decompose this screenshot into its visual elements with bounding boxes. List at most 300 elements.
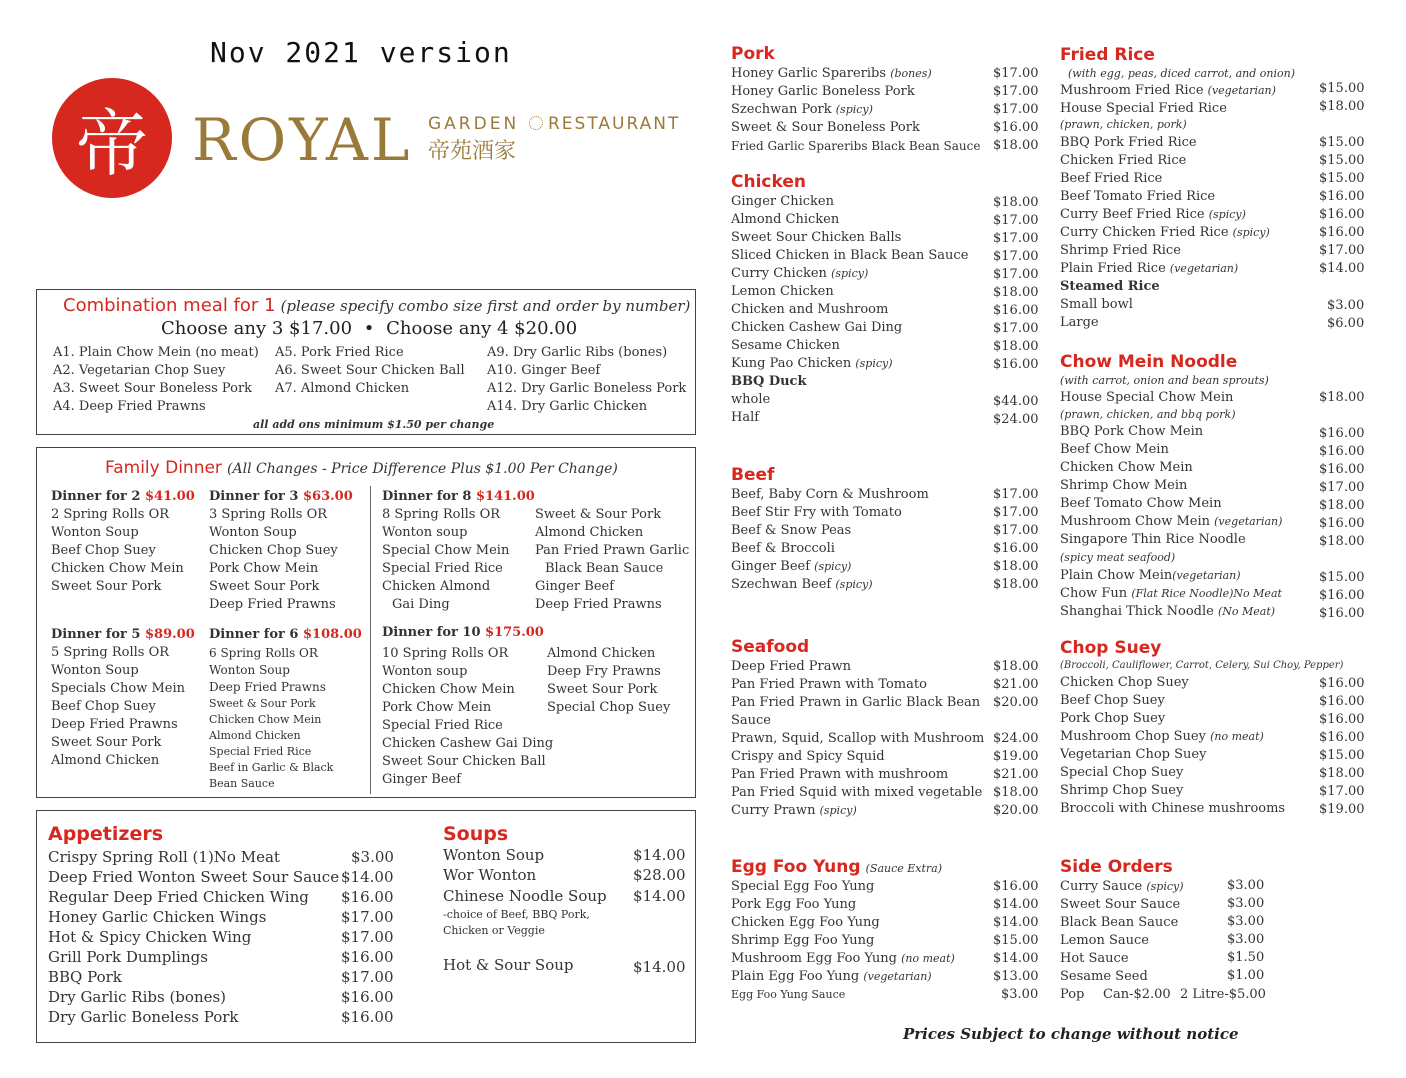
soup-name: Wor Wonton xyxy=(443,866,537,884)
dinner-5-item: Deep Fried Prawns xyxy=(51,717,178,732)
menu-item: Sauce xyxy=(731,713,772,728)
menu-item: Beef Tomato Chow Mein xyxy=(1060,496,1222,511)
menu-price: $17.00 xyxy=(993,249,1039,264)
menu-price: $17.00 xyxy=(993,267,1039,282)
menu-price: $19.00 xyxy=(993,749,1039,764)
chow-mein-note: (with carrot, onion and bean sprouts) xyxy=(1060,374,1269,387)
dinner-5-item: Specials Chow Mein xyxy=(51,681,186,696)
combo-item: A2. Vegetarian Chop Suey xyxy=(53,363,226,378)
appetizer-price: $14.00 xyxy=(341,868,394,886)
dinner-6-header: Dinner for 6 $108.00 xyxy=(209,627,362,642)
menu-item: Kung Pao Chicken (spicy) xyxy=(731,356,893,371)
logo-chinese: 帝苑酒家 xyxy=(428,139,517,164)
dinner-8-item: Black Bean Sauce xyxy=(545,561,664,576)
menu-price: 2 Litre-$5.00 xyxy=(1180,987,1266,1002)
menu-item: Beef Chow Mein xyxy=(1060,442,1169,457)
appetizer-name: Deep Fried Wonton Sweet Sour Sauce xyxy=(48,868,340,886)
menu-price: $15.00 xyxy=(1319,153,1365,168)
appetizer-name: Regular Deep Fried Chicken Wing xyxy=(48,888,309,906)
menu-item: Beef & Broccoli xyxy=(731,541,835,556)
dinner-6-item: Bean Sauce xyxy=(209,777,275,790)
dinner-10-item: Special Fried Rice xyxy=(382,718,503,733)
menu-item: Pork Egg Foo Yung xyxy=(731,897,857,912)
menu-item: Curry Prawn (spicy) xyxy=(731,803,857,818)
menu-item: Szechwan Beef (spicy) xyxy=(731,577,873,592)
dinner-2-header: Dinner for 2 $41.00 xyxy=(51,489,195,504)
combo-item: A10. Ginger Beef xyxy=(487,363,601,378)
menu-item: Half xyxy=(731,410,760,425)
menu-price: $6.00 xyxy=(1327,316,1365,331)
menu-item: Plain Fried Rice (vegetarian) xyxy=(1060,261,1239,276)
menu-price: $18.00 xyxy=(993,659,1039,674)
menu-item: Large xyxy=(1060,315,1099,330)
seafood-title: Seafood xyxy=(731,637,810,657)
menu-price: $18.00 xyxy=(993,195,1039,210)
egg-foo-yung-note: (Sauce Extra) xyxy=(865,862,943,875)
menu-item: Chicken Chow Mein xyxy=(1060,460,1193,475)
menu-item: Chicken Fried Rice xyxy=(1060,153,1187,168)
menu-item: Shrimp Chow Mein xyxy=(1060,478,1188,493)
combo-item: A9. Dry Garlic Ribs (bones) xyxy=(487,345,668,360)
combo-title: Combination meal for 1 xyxy=(63,295,276,316)
menu-price: $18.00 xyxy=(993,577,1039,592)
menu-price: $3.00 xyxy=(1227,896,1265,911)
appetizer-name: Crispy Spring Roll (1)No Meat xyxy=(48,848,280,866)
logo-garden: GARDEN xyxy=(428,114,520,134)
dinner-5-item: Sweet Sour Pork xyxy=(51,735,162,750)
menu-price: $3.00 xyxy=(1001,987,1039,1002)
fried-rice-title: Fried Rice xyxy=(1060,45,1155,65)
appetizer-price: $16.00 xyxy=(341,988,394,1006)
appetizer-price: $17.00 xyxy=(341,968,394,986)
menu-price: $44.00 xyxy=(993,394,1039,409)
menu-price: $15.00 xyxy=(993,933,1039,948)
menu-price: $3.00 xyxy=(1227,932,1265,947)
menu-price: $15.00 xyxy=(1319,135,1365,150)
dinner-2-item: Chicken Chow Mein xyxy=(51,561,184,576)
menu-item: Shrimp Chop Suey xyxy=(1060,783,1184,798)
dinner-10-item: Ginger Beef xyxy=(382,772,462,787)
menu-item: Mushroom Fried Rice (vegetarian) xyxy=(1060,83,1276,98)
menu-item: Prawn, Squid, Scallop with Mushroom xyxy=(731,731,985,746)
menu-price: $16.00 xyxy=(1319,712,1365,727)
menu-price: $14.00 xyxy=(993,915,1039,930)
combo-bullet: • xyxy=(363,318,375,339)
appetizer-name: Honey Garlic Chicken Wings xyxy=(48,908,267,926)
menu-item: Lemon Chicken xyxy=(731,284,834,299)
egg-foo-yung-title-line xyxy=(731,857,942,877)
soup-price: $14.00 xyxy=(633,958,686,976)
menu-item: Pan Fried Prawn with Tomato xyxy=(731,677,927,692)
appetizer-price: $3.00 xyxy=(351,848,394,866)
chicken-title: Chicken xyxy=(731,172,806,192)
menu-item: Black Bean Sauce xyxy=(1060,915,1179,930)
soup-note: Chicken or Veggie xyxy=(443,924,545,937)
dinner-5-price: $89.00 xyxy=(144,627,195,642)
dinner-6-item: Chicken Chow Mein xyxy=(209,713,322,726)
appetizer-price: $17.00 xyxy=(341,928,394,946)
menu-item: House Special Fried Rice xyxy=(1060,101,1227,116)
menu-item: Special Egg Foo Yung xyxy=(731,879,875,894)
menu-price: $17.00 xyxy=(993,231,1039,246)
fried-rice-note: (with egg, peas, diced carrot, and onion) xyxy=(1068,67,1296,80)
menu-price: $16.00 xyxy=(1319,516,1365,531)
dinner-3-item: 3 Spring Rolls OR xyxy=(209,507,328,522)
menu-item: Curry Chicken Fried Rice (spicy) xyxy=(1060,225,1270,240)
menu-price: $18.00 xyxy=(1319,534,1365,549)
dinner-10-item: Chicken Chow Mein xyxy=(382,682,515,697)
dinner-5-item: Wonton Soup xyxy=(51,663,139,678)
menu-item: Egg Foo Yung Sauce xyxy=(731,988,846,1001)
appetizer-name: BBQ Pork xyxy=(48,968,122,986)
menu-price: $21.00 xyxy=(993,677,1039,692)
menu-price: $17.00 xyxy=(993,102,1039,117)
combo-item: A7. Almond Chicken xyxy=(275,381,410,396)
menu-item: Beef, Baby Corn & Mushroom xyxy=(731,487,929,502)
menu-item: Chicken Egg Foo Yung xyxy=(731,915,880,930)
menu-item: Sliced Chicken in Black Bean Sauce xyxy=(731,248,969,263)
family-divider xyxy=(370,486,371,794)
version-label: Nov 2021 version xyxy=(210,36,512,69)
menu-item: Mushroom Egg Foo Yung (no meat) xyxy=(731,951,955,966)
menu-price: $15.00 xyxy=(1319,570,1365,585)
menu-item: Curry Chicken (spicy) xyxy=(731,266,869,281)
dinner-10-item: Pork Chow Mein xyxy=(382,700,492,715)
combo-item: A4. Deep Fried Prawns xyxy=(53,399,206,414)
dinner-8-item: Ginger Beef xyxy=(535,579,615,594)
menu-price: $18.00 xyxy=(1319,498,1365,513)
menu-item: Plain Egg Foo Yung (vegetarian) xyxy=(731,969,932,984)
menu-price: $16.00 xyxy=(1319,676,1365,691)
menu-item: BBQ Pork Fried Rice xyxy=(1060,135,1197,150)
combo-note: (please specify combo size first and order by number) xyxy=(280,297,691,315)
dinner-10-price: $175.00 xyxy=(485,625,544,640)
menu-price: $16.00 xyxy=(993,120,1039,135)
menu-item: Curry Sauce (spicy) xyxy=(1060,879,1184,894)
menu-price: $16.00 xyxy=(993,879,1039,894)
menu-item: Pork Chop Suey xyxy=(1060,711,1166,726)
menu-price: $18.00 xyxy=(1319,390,1365,405)
appetizer-name: Hot & Spicy Chicken Wing xyxy=(48,928,252,946)
dinner-3-header: Dinner for 3 $63.00 xyxy=(209,489,353,504)
combo-item: A5. Pork Fried Rice xyxy=(275,345,404,360)
family-title: Family Dinner xyxy=(105,458,222,478)
combo-box xyxy=(36,289,696,435)
beef-title: Beef xyxy=(731,465,775,485)
menu-price: $21.00 xyxy=(993,767,1039,782)
menu-item-note: (prawn, chicken, and bbq pork) xyxy=(1060,408,1236,421)
dinner-10-item: Wonton soup xyxy=(382,664,468,679)
chow-mein-title: Chow Mein Noodle xyxy=(1060,352,1238,372)
pork-title: Pork xyxy=(731,44,775,64)
menu-price: $16.00 xyxy=(993,303,1039,318)
menu-item: Fried Garlic Spareribs Black Bean Sauce xyxy=(731,139,981,153)
menu-price: $16.00 xyxy=(1319,207,1365,222)
menu-item: Beef Stir Fry with Tomato xyxy=(731,505,902,520)
soup-note: -choice of Beef, BBQ Pork, xyxy=(443,908,590,921)
dinner-3-price: $63.00 xyxy=(302,489,353,504)
dinner-10-item: Sweet Sour Chicken Ball xyxy=(382,754,546,769)
dinner-10-item: 10 Spring Rolls OR xyxy=(382,646,509,661)
menu-item: Beef Chop Suey xyxy=(1060,693,1165,708)
menu-price: $15.00 xyxy=(1319,748,1365,763)
menu-item: BBQ Pork Chow Mein xyxy=(1060,424,1204,439)
dinner-6-price: $108.00 xyxy=(302,627,362,642)
menu-price: $17.00 xyxy=(1319,480,1365,495)
family-box xyxy=(36,447,696,798)
dinner-8-item: Wonton soup xyxy=(382,525,468,540)
appetizer-price: $16.00 xyxy=(341,888,394,906)
menu-price: $15.00 xyxy=(1319,171,1365,186)
logo-restaurant: RESTAURANT xyxy=(548,114,681,134)
menu-item: Pop xyxy=(1060,987,1085,1002)
menu-item: Mushroom Chop Suey (no meat) xyxy=(1060,729,1264,744)
dinner-6-item: Special Fried Rice xyxy=(209,745,312,758)
dinner-10-item: Special Chop Suey xyxy=(547,700,671,715)
menu-item: Special Chop Suey xyxy=(1060,765,1184,780)
appetizer-price: $16.00 xyxy=(341,948,394,966)
menu-item: Deep Fried Prawn xyxy=(731,659,852,674)
appetizer-name: Dry Garlic Boneless Pork xyxy=(48,1008,239,1026)
dinner-8-item: Special Chow Mein xyxy=(382,543,510,558)
dinner-3-item: Chicken Chop Suey xyxy=(209,543,338,558)
dinner-6-item: Sweet & Sour Pork xyxy=(209,697,316,710)
dinner-10-item: Deep Fry Prawns xyxy=(547,664,661,679)
dinner-8-item: Sweet & Sour Pork xyxy=(535,507,662,522)
dinner-6-item: Deep Fried Prawns xyxy=(209,680,326,694)
menu-price: $17.00 xyxy=(993,487,1039,502)
chop-suey-note: (Broccoli, Cauliflower, Carrot, Celery, Sui Choy, Pepper) xyxy=(1060,660,1344,671)
menu-price: $18.00 xyxy=(993,138,1039,153)
soup-name: Chinese Noodle Soup xyxy=(443,887,607,905)
menu-price: $13.00 xyxy=(993,969,1039,984)
menu-item: Szechwan Pork (spicy) xyxy=(731,102,873,117)
soup-price: $14.00 xyxy=(633,846,686,864)
menu-item: Sweet Sour Chicken Balls xyxy=(731,230,902,245)
menu-item: Vegetarian Chop Suey xyxy=(1060,747,1207,762)
dinner-5-header: Dinner for 5 $89.00 xyxy=(51,627,195,642)
menu-item: Pan Fried Squid with mixed vegetable xyxy=(731,785,983,800)
menu-item: Chicken and Mushroom xyxy=(731,302,889,317)
menu-price: $16.00 xyxy=(1319,444,1365,459)
menu-item: Hot Sauce xyxy=(1060,951,1129,966)
menu-price: $16.00 xyxy=(993,357,1039,372)
menu-price: $14.00 xyxy=(1319,261,1365,276)
combo-choose4: Choose any 4 $20.00 xyxy=(386,318,578,339)
soup-name: Hot & Sour Soup xyxy=(443,956,574,974)
menu-item: Chicken Cashew Gai Ding xyxy=(731,320,903,335)
side-orders-title: Side Orders xyxy=(1060,857,1173,877)
menu-price: $16.00 xyxy=(1319,730,1365,745)
combo-item: A14. Dry Garlic Chicken xyxy=(487,399,648,414)
menu-item: House Special Chow Mein xyxy=(1060,390,1234,405)
menu-price: $17.00 xyxy=(1319,243,1365,258)
soup-price: $14.00 xyxy=(633,887,686,905)
dinner-8-header: Dinner for 8 $141.00 xyxy=(382,489,535,504)
menu-item: Honey Garlic Spareribs (bones) xyxy=(731,66,932,81)
menu-item: Broccoli with Chinese mushrooms xyxy=(1060,801,1286,816)
menu-price: Can-$2.00 xyxy=(1103,987,1171,1002)
egg-foo-yung-title: Egg Foo Yung xyxy=(731,857,861,877)
dinner-3-item: Wonton Soup xyxy=(209,525,297,540)
dinner-10-item: Almond Chicken xyxy=(547,646,656,661)
combo-item: A3. Sweet Sour Boneless Pork xyxy=(53,381,253,396)
dinner-8-item: Almond Chicken xyxy=(535,525,644,540)
bbq-duck-heading: BBQ Duck xyxy=(731,374,807,389)
menu-item: Chicken Chop Suey xyxy=(1060,675,1189,690)
family-title-line xyxy=(105,458,618,478)
menu-price: $24.00 xyxy=(993,412,1039,427)
menu-price: $18.00 xyxy=(1319,766,1365,781)
combo-item: A1. Plain Chow Mein (no meat) xyxy=(53,345,259,360)
menu-price: $16.00 xyxy=(1319,694,1365,709)
menu-price: $3.00 xyxy=(1227,914,1265,929)
menu-price: $3.00 xyxy=(1327,298,1365,313)
menu-price: $3.00 xyxy=(1227,878,1265,893)
menu-item: Curry Beef Fried Rice (spicy) xyxy=(1060,207,1246,222)
combo-footer: all add ons minimum $1.50 per change xyxy=(253,418,495,431)
logo xyxy=(52,78,692,198)
menu-price: $1.00 xyxy=(1227,968,1265,983)
chop-suey-title: Chop Suey xyxy=(1060,638,1162,658)
menu-price: $15.00 xyxy=(1319,81,1365,96)
menu-item: Sweet & Sour Boneless Pork xyxy=(731,120,920,135)
menu-item: Beef Tomato Fried Rice xyxy=(1060,189,1216,204)
dinner-8-item: Chicken Almond xyxy=(382,579,491,594)
dinner-3-item: Deep Fried Prawns xyxy=(209,597,336,612)
menu-price: $20.00 xyxy=(993,695,1039,710)
appetizer-name: Grill Pork Dumplings xyxy=(48,948,208,966)
dinner-2-item: Wonton Soup xyxy=(51,525,139,540)
menu-price: $17.00 xyxy=(1319,784,1365,799)
menu-price: $16.00 xyxy=(1319,225,1365,240)
menu-price: $1.50 xyxy=(1227,950,1265,965)
menu-price: $19.00 xyxy=(1319,802,1365,817)
steamed-rice-heading: Steamed Rice xyxy=(1060,279,1160,294)
menu-price: $18.00 xyxy=(1319,99,1365,114)
dinner-2-item: Beef Chop Suey xyxy=(51,543,156,558)
menu-price: $24.00 xyxy=(993,731,1039,746)
menu-price: $17.00 xyxy=(993,66,1039,81)
soup-price: $28.00 xyxy=(633,866,686,884)
dinner-8-item: Gai Ding xyxy=(392,597,450,612)
dinner-2-item: Sweet Sour Pork xyxy=(51,579,162,594)
menu-item: Small bowl xyxy=(1060,297,1133,312)
combo-title-line xyxy=(63,295,690,316)
dinner-6-item: Wonton Soup xyxy=(209,663,290,677)
dinner-8-item: Pan Fried Prawn Garlic xyxy=(535,543,690,558)
menu-price: $17.00 xyxy=(993,213,1039,228)
dinner-8-item: Deep Fried Prawns xyxy=(535,597,662,612)
appetizers-title: Appetizers xyxy=(48,823,164,845)
menu-item: Sweet Sour Sauce xyxy=(1060,897,1181,912)
combo-item: A6. Sweet Sour Chicken Ball xyxy=(275,363,465,378)
menu-item: Shrimp Egg Foo Yung xyxy=(731,933,875,948)
dinner-5-item: Almond Chicken xyxy=(51,753,160,768)
menu-item: Sesame Chicken xyxy=(731,338,840,353)
dinner-6-item: Almond Chicken xyxy=(209,729,301,742)
dinner-6-item: Beef in Garlic & Black xyxy=(209,761,334,774)
menu-item: Ginger Chicken xyxy=(731,194,834,209)
dinner-10-item: Chicken Cashew Gai Ding xyxy=(382,736,554,751)
logo-emblem-char: 帝 xyxy=(75,102,148,186)
logo-brand: ROYAL xyxy=(192,106,413,174)
dinner-3-item: Sweet Sour Pork xyxy=(209,579,320,594)
appetizer-price: $16.00 xyxy=(341,1008,394,1026)
menu-item: Lemon Sauce xyxy=(1060,933,1149,948)
dinner-6-item: 6 Spring Rolls OR xyxy=(209,646,318,660)
menu-price: $16.00 xyxy=(1319,462,1365,477)
dinner-10-item: Sweet Sour Pork xyxy=(547,682,658,697)
menu-price: $18.00 xyxy=(993,285,1039,300)
menu-price: $14.00 xyxy=(993,897,1039,912)
menu-price: $17.00 xyxy=(993,84,1039,99)
menu-price: $16.00 xyxy=(1319,606,1365,621)
combo-choose3: Choose any 3 $17.00 xyxy=(161,318,353,339)
menu-item: Beef & Snow Peas xyxy=(731,523,852,538)
combo-choose-line xyxy=(161,318,577,339)
menu-item: Pan Fried Prawn with mushroom xyxy=(731,767,949,782)
menu-item: Honey Garlic Boneless Pork xyxy=(731,84,915,99)
menu-price: $16.00 xyxy=(993,541,1039,556)
soups-title: Soups xyxy=(443,823,509,845)
combo-item: A12. Dry Garlic Boneless Pork xyxy=(487,381,687,396)
menu-item: Sesame Seed xyxy=(1060,969,1148,984)
dinner-2-item: 2 Spring Rolls OR xyxy=(51,507,170,522)
dinner-5-item: Beef Chop Suey xyxy=(51,699,156,714)
dinner-10-header: Dinner for 10 $175.00 xyxy=(382,625,544,640)
soup-name: Wonton Soup xyxy=(443,846,545,864)
menu-price: $16.00 xyxy=(1319,588,1365,603)
menu-price: $18.00 xyxy=(993,559,1039,574)
menu-item: Crispy and Spicy Squid xyxy=(731,749,885,764)
family-note: (All Changes - Price Difference Plus $1.00 Per Change) xyxy=(227,461,618,477)
menu-item: Plain Chow Mein(vegetarian) xyxy=(1060,568,1241,583)
menu-item: Shrimp Fried Rice xyxy=(1060,243,1181,258)
appetizer-name: Dry Garlic Ribs (bones) xyxy=(48,988,227,1006)
price-disclaimer: Prices Subject to change without notice xyxy=(903,1025,1239,1043)
menu-item-note: (spicy meat seafood) xyxy=(1060,551,1176,564)
menu-price: $18.00 xyxy=(993,785,1039,800)
dinner-3-item: Pork Chow Mein xyxy=(209,561,319,576)
appetizer-price: $17.00 xyxy=(341,908,394,926)
menu-item: Chow Fun (Flat Rice Noodle)No Meat xyxy=(1060,586,1282,601)
logo-dot xyxy=(529,116,543,130)
dinner-8-item: Special Fried Rice xyxy=(382,561,503,576)
dinner-8-price: $141.00 xyxy=(475,489,535,504)
dinner-8-item: 8 Spring Rolls OR xyxy=(382,507,501,522)
menu-price: $16.00 xyxy=(1319,189,1365,204)
menu-item: Ginger Beef (spicy) xyxy=(731,559,852,574)
menu-price: $17.00 xyxy=(993,523,1039,538)
dinner-2-price: $41.00 xyxy=(144,489,195,504)
menu-item: Singapore Thin Rice Noodle xyxy=(1060,532,1246,547)
menu-item: Almond Chicken xyxy=(731,212,840,227)
appetizers-box xyxy=(36,810,696,1043)
menu-item: Mushroom Chow Mein (vegetarian) xyxy=(1060,514,1283,529)
menu-item: Shanghai Thick Noodle (No Meat) xyxy=(1060,604,1276,619)
dinner-5-item: 5 Spring Rolls OR xyxy=(51,645,170,660)
menu-price: $16.00 xyxy=(1319,426,1365,441)
menu-price: $17.00 xyxy=(993,321,1039,336)
menu-price: $17.00 xyxy=(993,505,1039,520)
menu-item-note: (prawn, chicken, pork) xyxy=(1060,118,1187,131)
logo-emblem xyxy=(52,78,172,198)
menu-price: $20.00 xyxy=(993,803,1039,818)
menu-item: Pan Fried Prawn in Garlic Black Bean xyxy=(731,695,981,710)
menu-price: $14.00 xyxy=(993,951,1039,966)
menu-item: whole xyxy=(731,392,771,407)
